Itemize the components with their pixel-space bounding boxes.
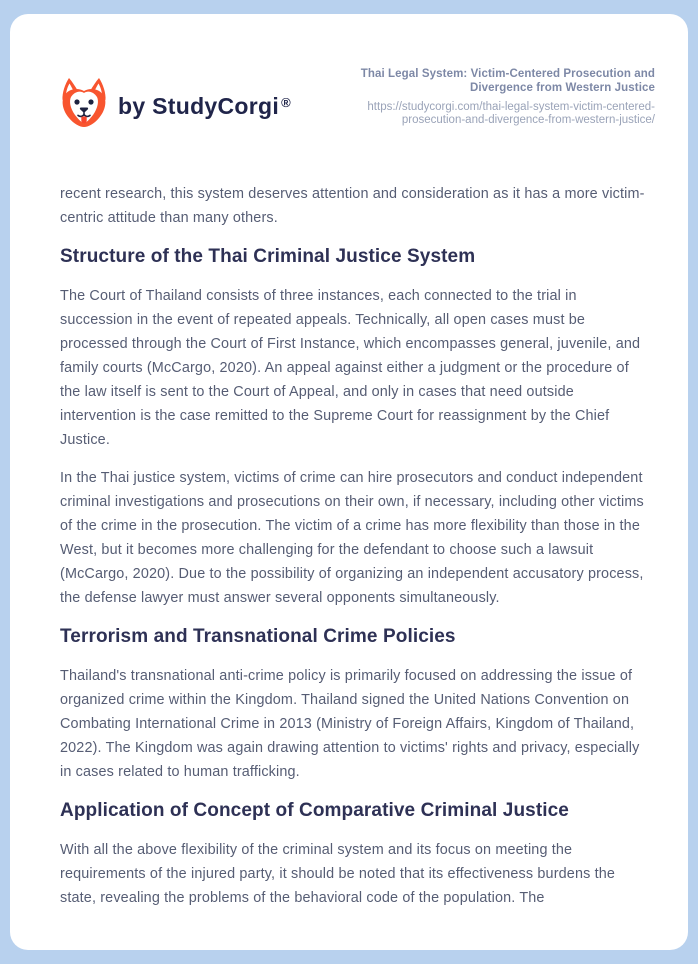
article-body — [60, 182, 650, 910]
continuation-paragraph: recent research, this system deserves attention and consideration as it has a more victim-centric attitude than many others. — [60, 186, 645, 226]
section-heading-terrorism: Terrorism and Transnational Crime Policies — [60, 626, 456, 647]
paragraph: The Court of Thailand consists of three instances, each connected to the trial in succession in the event of repeated appeals. Technically, all open cases must be processed through the Court of First Instance, which encompasses general, juvenile, and family courts (McCargo, 2020). An appeal against either a judgment or the procedure of the law itself is sent to the Court of Appeal, and only in cases that need outside intervention is the case remitted to the Supreme Court for reassignment by the Chief Justice. — [60, 288, 641, 448]
brand — [60, 78, 291, 134]
brand-text — [118, 93, 291, 120]
document-meta — [325, 66, 655, 127]
corgi-face-icon — [60, 78, 108, 134]
brand-label: by StudyCorgi — [118, 92, 280, 119]
header — [60, 66, 655, 134]
registered-mark: ® — [281, 94, 291, 110]
document-url-link[interactable]: https://studycorgi.com/thai-legal-system-victim-centered-prosecution-and-divergence-from-western-justice/ — [367, 101, 655, 126]
paragraph: With all the above flexibility of the criminal system and its focus on meeting the requirements of the injured party, it should be noted that its effectiveness burdens the state, revealing the problems of the behavioral code of the population. The — [60, 842, 616, 906]
paragraph: In the Thai justice system, victims of crime can hire prosecutors and conduct independent criminal investigations and prosecutions on their own, if necessary, including other victims of the crime in the prosecution. The victim of a crime has more flexibility than those in the West, but it becomes more challenging for the defendant to choose such a lawsuit (McCargo, 2020). Due to the possibility of organizing an independent accusatory process, the defense lawyer must answer several opponents simultaneously. — [60, 470, 644, 606]
document-title: Thai Legal System: Victim-Centered Prosecution and Divergence from Western Justice — [360, 68, 655, 94]
section-heading-structure: Structure of the Thai Criminal Justice System — [60, 246, 476, 267]
document-card — [10, 14, 688, 950]
paragraph: Thailand's transnational anti-crime policy is primarily focused on addressing the issue of organized crime within the Kingdom. Thailand signed the United Nations Convention on Combating International Crime in 2013 (Ministry of Foreign Affairs, Kingdom of Thailand, 2022). The Kingdom was again drawing attention to victims' rights and privacy, especially in cases related to human trafficking. — [60, 668, 640, 780]
section-heading-application: Application of Concept of Comparative Criminal Justice — [60, 800, 569, 821]
